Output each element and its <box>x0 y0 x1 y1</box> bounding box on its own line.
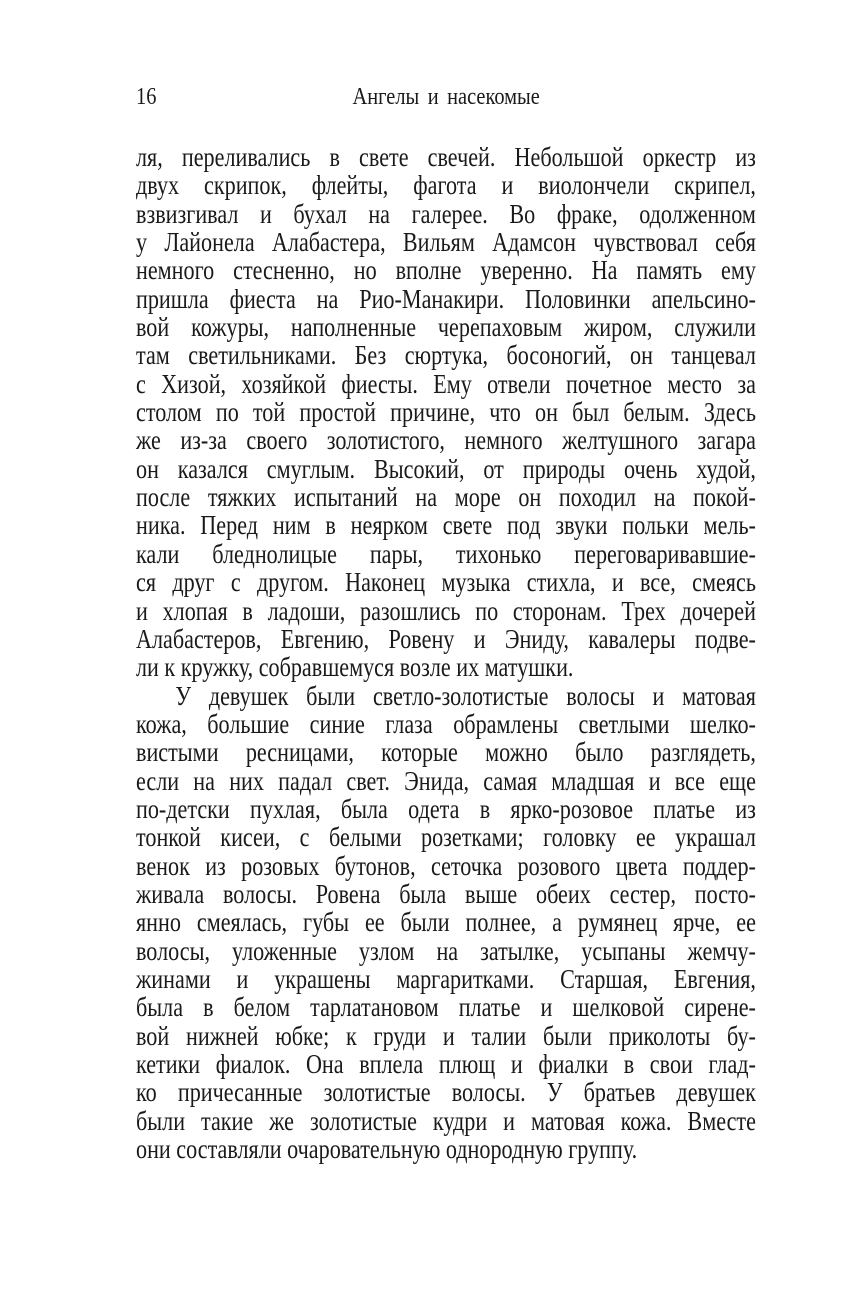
text-line: с Хизой, хозяйкой фиесты. Ему отвели почетное место за <box>136 368 756 399</box>
paragraph <box>136 143 756 682</box>
text-line: взвизгивал и бухал на галерее. Во фраке, одолженном <box>136 198 756 229</box>
text-line: были такие же золотистые кудри и матовая кожа. Вместе <box>136 1105 756 1136</box>
text-line: после тяжких испытаний на море он походил на покой- <box>136 482 756 513</box>
text-line: он казался смуглым. Высокий, от природы очень худой, <box>136 453 756 484</box>
text-line: жинами и украшены маргаритками. Старшая, Евгения, <box>136 963 756 994</box>
text-line: вистыми ресницами, которые можно было разглядеть, <box>136 737 756 768</box>
page-header <box>136 84 756 116</box>
text-line: и хлопая в ладоши, разошлись по сторонам. Трех дочерей <box>136 595 756 626</box>
text-line: волосы, уложенные узлом на затылке, усыпаны жемчу- <box>136 935 756 966</box>
text-line: кали бледнолицые пары, тихонько переговаривавшие- <box>136 538 756 569</box>
text-line: пришла фиеста на Рио-Манакири. Половинки апельсино- <box>136 283 756 314</box>
text-line: столом по той простой причине, что он был белым. Здесь <box>136 397 756 428</box>
text-line: Алабастеров, Евгению, Ровену и Эниду, кавалеры подве- <box>136 623 756 654</box>
text-line: по-детски пухлая, была одета в ярко-розовое платье из <box>136 793 756 824</box>
text-line: была в белом тарлатановом платье и шелковой сирене- <box>136 992 756 1023</box>
text-line: У девушек были светло-золотистые волосы и матовая <box>175 680 756 711</box>
text-line: тонкой кисеи, с белыми розетками; головку ее украшал <box>136 822 756 853</box>
text-line: вой нижней юбке; к груди и талии были приколоты бу- <box>136 1020 756 1051</box>
body-text <box>136 143 756 1163</box>
text-line: кожа, большие синие глаза обрамлены светлыми шелко- <box>136 708 756 739</box>
text-line: янно смеялась, губы ее были полнее, а румянец ярче, ее <box>136 907 756 938</box>
text-line: у Лайонела Алабастера, Вильям Адамсон чувствовал себя <box>136 227 756 258</box>
text-line: там светильниками. Без сюртука, босоногий, он танцевал <box>136 340 756 371</box>
text-line: живала волосы. Ровена была выше обеих сестер, посто- <box>136 878 756 909</box>
text-line: венок из розовых бутонов, сеточка розового цвета поддер- <box>136 850 756 881</box>
text-line: кетики фиалок. Она вплела плющ и фиалки в свои глад- <box>136 1049 756 1079</box>
text-line: же из-за своего золотистого, немного желтушного загара <box>136 425 756 456</box>
text-line: если на них падал свет. Энида, самая младшая и все еще <box>136 765 756 796</box>
running-title: Ангелы и насекомые <box>352 84 540 110</box>
text-line: ко причесанные золотистые волосы. У братьев девушек <box>136 1077 756 1108</box>
running-title-wrap <box>136 84 756 111</box>
text-line: ся друг с другом. Наконец музыка стихла, и все, смеясь <box>136 567 756 598</box>
paragraph <box>136 682 756 1164</box>
text-line: они составляли очаровательную однородную группу. <box>136 1134 638 1165</box>
page-number: 16 <box>136 84 157 110</box>
text-line: ля, переливались в свете свечей. Небольшой оркестр из <box>136 142 756 172</box>
text-line: немного стесненно, но вполне уверенно. На память ему <box>136 255 756 286</box>
text-line: ли к кружку, собравшемуся возле их матушки. <box>136 652 574 683</box>
text-line: вой кожуры, наполненные черепаховым жиром, служили <box>136 312 756 343</box>
text-line: двух скрипок, флейты, фагота и виолончели скрипел, <box>136 170 756 201</box>
text-line: ника. Перед ним в неярком свете под звуки польки мель- <box>136 510 756 541</box>
